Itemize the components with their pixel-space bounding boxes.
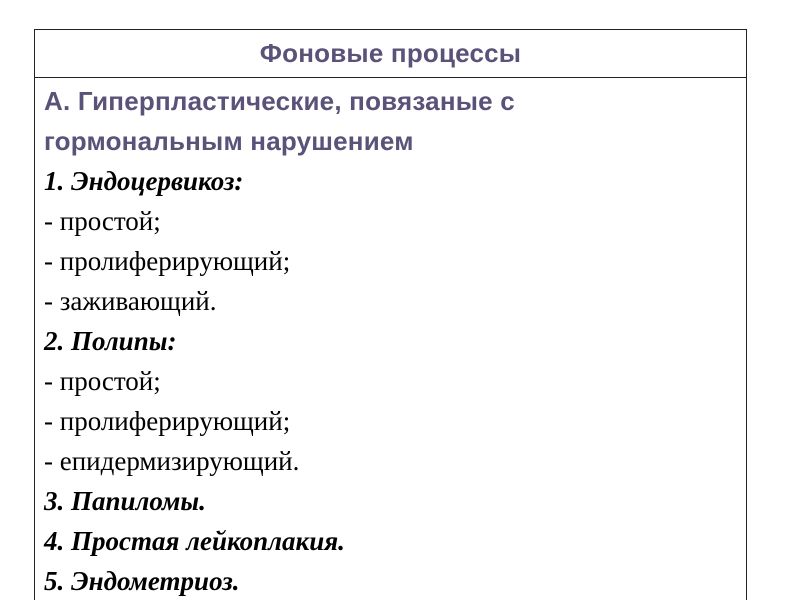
category-leukoplakia: 4. Простая лейкоплакия. — [44, 526, 345, 556]
category-endometriosis: 5. Эндометриоз. — [44, 566, 240, 596]
table-header-title: Фоновые процессы — [259, 38, 522, 68]
category-papillomas: 3. Папиломы. — [44, 486, 206, 516]
list-item: - простой; — [44, 366, 161, 396]
list-item: - пролиферирующий; — [44, 406, 291, 436]
category-polyps: 2. Полипы: — [44, 326, 177, 356]
table — [34, 29, 747, 600]
list-item: - епидермизирующий. — [44, 446, 300, 476]
table-body-cell — [35, 78, 746, 600]
table-header-cell — [35, 30, 746, 78]
category-endocervicosis: 1. Эндоцервикоз: — [44, 166, 244, 196]
group-heading-line-1: А. Гиперпластические, повязаные с — [44, 86, 515, 116]
list-item: - заживающий. — [44, 286, 217, 316]
list-item: - пролиферирующий; — [44, 246, 291, 276]
group-heading-line-2: гормональным нарушением — [44, 126, 414, 156]
list-item: - простой; — [44, 206, 161, 236]
